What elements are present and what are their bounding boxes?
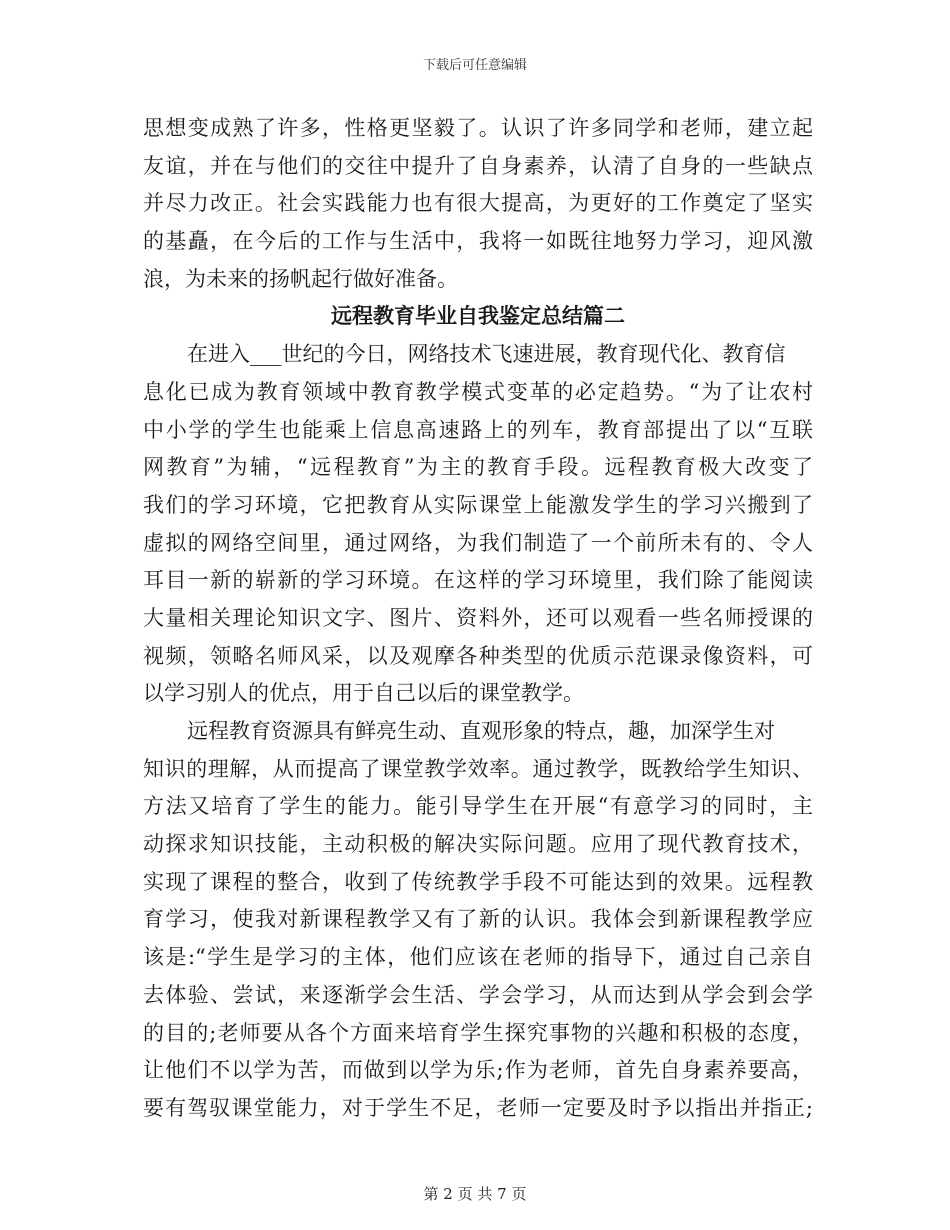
text-line: 去体验、尝试，来逐渐学会生活、学会学习，从而达到从学会到会学 bbox=[143, 982, 813, 1007]
text-line: 中小学的学生也能乘上信息高速路上的列车，教育部提出了以“互联 bbox=[143, 417, 813, 442]
text-line: 知识的理解，从而提高了课堂教学效率。通过教学，既教给学生知识、 bbox=[143, 756, 813, 781]
text-line: 我们的学习环境，它把教育从实际课堂上能激发学生的学习兴搬到了 bbox=[143, 492, 813, 517]
page-header: 下载后可任意编辑 bbox=[422, 58, 527, 73]
text-line: 实现了课程的整合，收到了传统教学手段不可能达到的效果。远程教 bbox=[143, 869, 813, 894]
text-line: 以学习别人的优点，用于自己以后的课堂教学。 bbox=[143, 681, 584, 706]
text-line: 大量相关理论知识文字、图片、资料外，还可以观看一些名师授课的 bbox=[143, 605, 813, 630]
text-line: 远程教育资源具有鲜亮生动、直观形象的特点，趣，加深学生对 bbox=[187, 719, 775, 743]
text-line: 友谊，并在与他们的交往中提升了自身素养，认清了自身的一些缺点 bbox=[143, 153, 813, 178]
text-line: 并尽力改正。社会实践能力也有很大提高，为更好的工作奠定了坚实 bbox=[143, 191, 813, 216]
text-line: 网教育”为辅，“远程教育”为主的教育手段。远程教育极大改变了 bbox=[143, 455, 813, 480]
text-line: 育学习，使我对新课程教学又有了新的认识。我体会到新课程教学应 bbox=[143, 907, 813, 932]
text-line: 的目的;老师要从各个方面来培育学生探究事物的兴趣和积极的态度， bbox=[143, 1020, 813, 1045]
text-line: 要有驾驭课堂能力，对于学生不足，老师一定要及时予以指出并指正; bbox=[143, 1095, 813, 1120]
text-line: 视频，领略名师风采，以及观摩各种类型的优质示范课录像资料，可 bbox=[143, 643, 813, 668]
text-line: 息化已成为教育领域中教育教学模式变革的必定趋势。“为了让农村 bbox=[143, 379, 813, 404]
text-line: 该是:“学生是学习的主体，他们应该在老师的指导下，通过自己亲自 bbox=[143, 945, 813, 970]
text-line: 让他们不以学为苦，而做到以学为乐;作为老师，首先自身素养要高， bbox=[143, 1058, 813, 1083]
text-line: 动探求知识技能，主动积极的解决实际问题。应用了现代教育技术， bbox=[143, 832, 813, 857]
document-body bbox=[143, 110, 813, 1128]
text-line: 耳目一新的崭新的学习环境。在这样的学习环境里，我们除了能阅读 bbox=[143, 568, 813, 593]
text-line: 方法又培育了学生的能力。能引导学生在开展“有意学习的同时，主 bbox=[143, 794, 813, 819]
text-line: 思想变成熟了许多，性格更坚毅了。认识了许多同学和老师，建立起 bbox=[143, 116, 813, 140]
page-footer: 第 2 页 共 7 页 bbox=[423, 1185, 527, 1203]
section-heading: 远程教育毕业自我鉴定总结篇二 bbox=[331, 304, 625, 329]
text-line: 浪，为未来的扬帆起行做好准备。 bbox=[143, 266, 458, 291]
text-line: 虚拟的网络空间里，通过网络，为我们制造了一个前所未有的、令人 bbox=[143, 530, 813, 555]
text-line: 在进入___世纪的今日，网络技术飞速进展，教育现代化、教育信 bbox=[187, 342, 786, 367]
text-line: 的基矗，在今后的工作与生活中，我将一如既往地努力学习，迎风激 bbox=[143, 229, 813, 254]
